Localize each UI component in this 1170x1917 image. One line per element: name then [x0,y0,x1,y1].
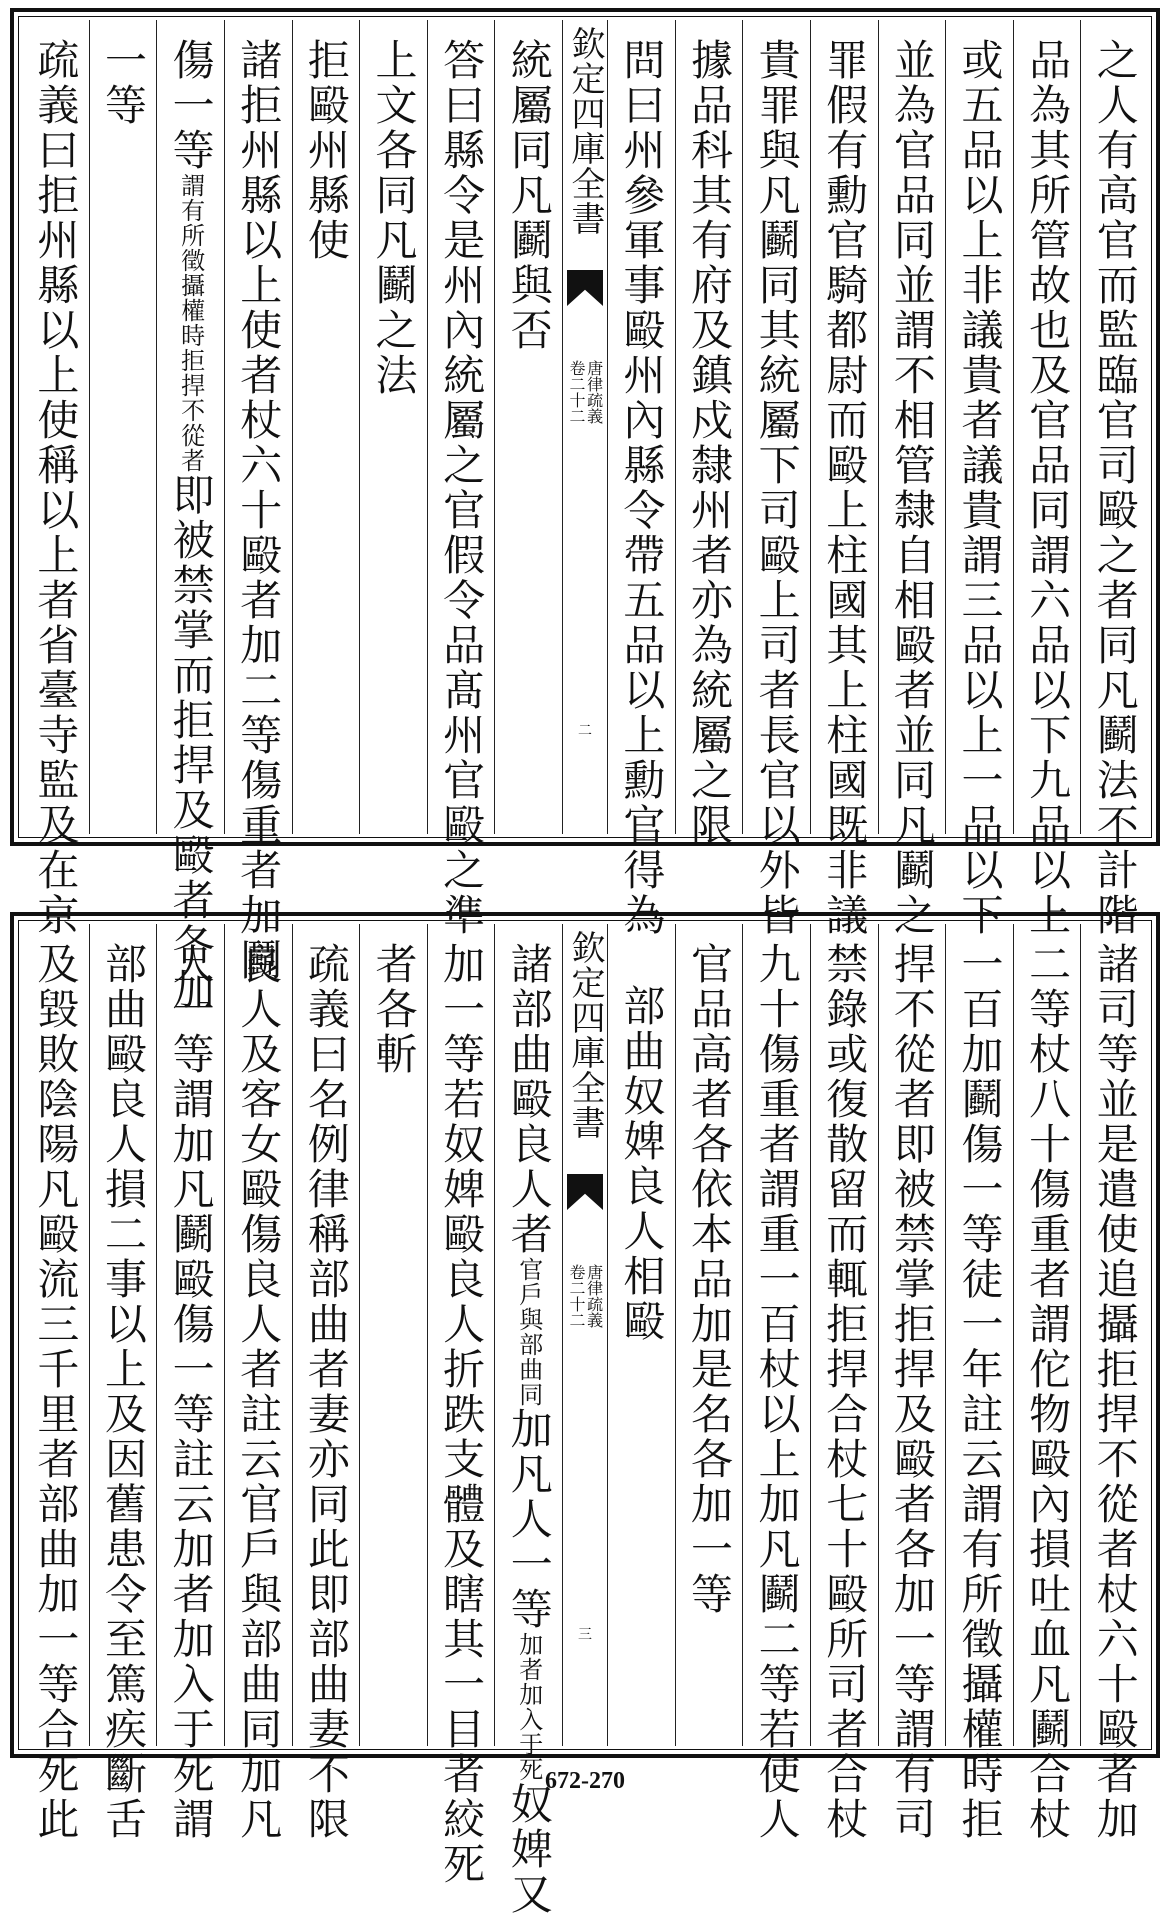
text-column: 二等杖八十傷重者謂佗物毆內損吐血凡鬬合杖 [1013,924,1081,1746]
annotation: 加者加入于死 [514,1632,543,1782]
text-column: 問曰州參軍事毆州內縣令帶五品以上勳官得為 [607,20,675,834]
text-column: 官品高者各依本品加是名各加一等 [675,924,743,1746]
text-column: 疏義曰名例律稱部曲者妻亦同此即部曲妻不限 [292,924,360,1746]
text-column: 禁錄或復散留而輒拒捍合杖七十毆所司者合杖 [810,924,878,1746]
page-title: 欽定四庫全書 [565,26,605,236]
text-column: 諸司等並是遣使追攝拒捍不從者杖六十毆者加 [1080,924,1148,1746]
section-heading: 部曲奴婢良人相毆 [607,924,675,1746]
page-center-header [562,924,607,1746]
text-column: 上文各同凡鬬之法 [359,20,427,834]
text-column: 傷一等謂有所徵攝權時拒捍不從者即被禁掌而拒捍及毆者各加 [156,20,224,834]
fish-tail-mark [567,1174,603,1210]
page-number: 二 [578,723,592,739]
page-title: 欽定四庫全書 [565,930,605,1140]
text-column: 或五品以上非議貴者議貴謂三品以上一品以下 [945,20,1013,834]
text-column: 拒毆州縣使 [292,20,360,834]
page-number: 三 [578,1627,592,1643]
text-column: 九十傷重者謂重一百杖以上加凡鬬二等若使人 [742,924,810,1746]
text-column: 統屬同凡鬬與否 [494,20,562,834]
text-column: 加一等若奴婢毆良人折跌支體及瞎其一目者絞死 [427,924,495,1746]
text-column: 諸拒州縣以上使者杖六十毆者加二等傷重者加鬬 [224,20,292,834]
book-title: 唐律疏義 卷二十二 [567,360,604,424]
text-column: 據品科其有府及鎮戍隸州者亦為統屬之限 [675,20,743,834]
text-column: 良人及客女毆傷良人者註云官戶與部曲同加凡 [224,924,292,1746]
text-column: 捍不從者即被禁掌拒捍及毆者各加一等謂有司 [878,924,946,1746]
text-column: 部曲毆良人損二事以上及因舊患令至篤疾斷舌 [89,924,157,1746]
text-column: 疏義曰拒州縣以上使稱以上者省臺寺監及在京 [31,38,81,938]
text-column: 一等 [89,20,157,834]
text-column: 諸部曲毆良人者官戶與部曲同加凡人一等加者加入于死奴婢又 [494,924,562,1746]
text-column: 人一等謂加凡鬬毆傷一等註云加者加入于死謂 [156,924,224,1746]
text-column: 罪假有勳官騎都尉而毆上柱國其上柱國既非議 [810,20,878,834]
annotation: 謂有所徵攝權時拒捍不從者 [176,173,205,473]
page-center-header [562,20,607,834]
text-column: 品為其所管故也及官品同謂六品以下九品以上 [1013,20,1081,834]
text-column: 答曰縣令是州內統屬之官假令品髙州官毆之準 [427,20,495,834]
fish-tail-mark [567,270,603,306]
annotation: 官戶與部曲同 [514,1257,543,1407]
text-column: 一百加鬬傷一等徒一年註云謂有所徵攝權時拒 [945,924,1013,1746]
page-code: 672-270 [545,1768,625,1794]
text-column: 者各斬 [359,924,427,1746]
text-column: 並為官品同並謂不相管隸自相毆者並同凡鬬之 [878,20,946,834]
text-column: 及毀敗陰陽凡毆流三千里者部曲加一等合死此 [31,942,81,1842]
text-column: 貴罪與凡鬬同其統屬下司毆上司者長官以外皆 [742,20,810,834]
text-column: 之人有高官而監臨官司毆之者同凡鬬法不計階 [1080,20,1148,834]
book-title: 唐律疏義 卷二十二 [567,1264,604,1328]
